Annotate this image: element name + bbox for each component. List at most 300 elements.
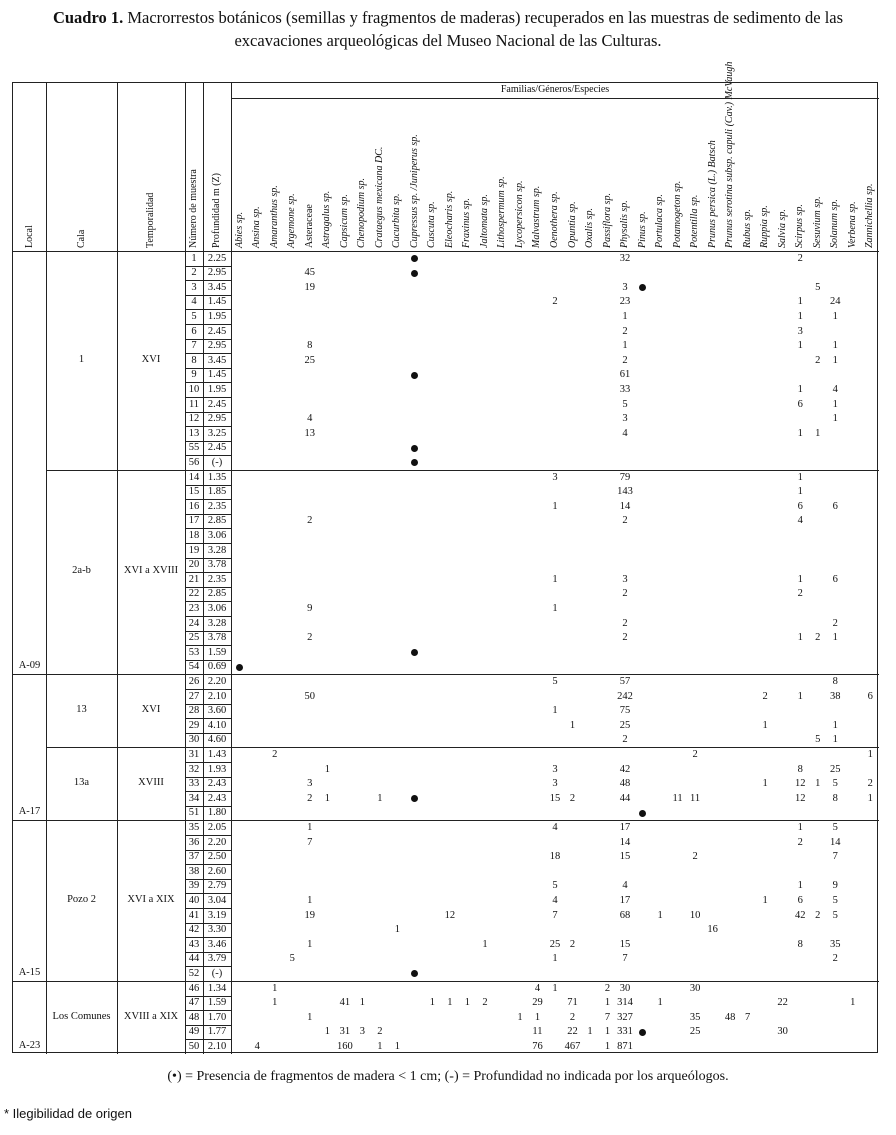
cala-label: 13a — [73, 776, 90, 788]
wood-fragment-dot — [639, 284, 646, 291]
sample-depth: 4.10 — [207, 719, 227, 731]
sample-number: 35 — [188, 821, 200, 833]
taxon-count: 2 — [552, 296, 558, 308]
taxon-count: 1 — [324, 1026, 330, 1038]
taxon-count: 1 — [657, 909, 663, 921]
taxon-count: 1 — [797, 383, 803, 395]
taxon-header: Potamogeton sp. — [671, 180, 683, 248]
taxon-count: 1 — [832, 632, 838, 644]
taxon-count: 2 — [307, 515, 313, 527]
taxon-count: 8 — [797, 938, 803, 950]
sample-depth: 3.46 — [207, 938, 227, 950]
taxon-count: 2 — [797, 836, 803, 848]
taxon-count: 1 — [832, 734, 838, 746]
taxon-header: Sesuvium sp. — [811, 196, 823, 248]
taxon-count: 25 — [304, 354, 316, 366]
cala-label: Los Comunes — [52, 1010, 111, 1022]
taxon-count: 5 — [815, 734, 821, 746]
sample-number: 42 — [188, 924, 200, 936]
taxon-count: 2 — [604, 982, 611, 994]
taxon-count: 1 — [394, 1040, 400, 1052]
taxon-count: 4 — [552, 894, 558, 906]
taxon-count: 5 — [832, 894, 838, 906]
taxon-count: 143 — [617, 486, 633, 498]
column-divider — [231, 83, 232, 1054]
taxon-count: 8 — [832, 675, 838, 687]
sample-depth: 2.35 — [207, 573, 227, 585]
taxon-count: 2 — [797, 588, 803, 600]
taxon-count: 6 — [832, 500, 838, 512]
taxon-count: 29 — [532, 997, 543, 1009]
sample-depth: 2.79 — [207, 880, 227, 892]
taxon-count: 32 — [619, 252, 631, 264]
sample-depth: 2.45 — [207, 398, 227, 410]
taxon-count: 1 — [604, 997, 611, 1009]
taxon-count: 45 — [304, 267, 316, 279]
taxon-count: 7 — [832, 851, 838, 863]
temporality-label: XVIII a XIX — [123, 1010, 179, 1022]
taxon-count: 14 — [829, 836, 841, 848]
header-local: Local — [23, 225, 35, 248]
taxon-count: 3 — [552, 471, 558, 483]
taxon-count: 1 — [324, 763, 330, 775]
taxon-count: 38 — [829, 690, 841, 702]
taxon-count: 2 — [762, 690, 768, 702]
taxon-count: 3 — [622, 413, 628, 425]
taxon-count: 5 — [832, 909, 838, 921]
taxon-count: 2 — [622, 354, 628, 366]
sample-depth: 2.20 — [207, 675, 227, 687]
taxon-count: 14 — [619, 836, 631, 848]
taxon-count: 1 — [797, 340, 803, 352]
taxon-count: 3 — [552, 778, 558, 790]
taxon-count: 467 — [564, 1040, 581, 1052]
cala-label: 13 — [76, 703, 87, 715]
taxon-count: 1 — [797, 632, 803, 644]
caption-text: Macrorrestos botánicos (semillas y fragmentos de maderas) recuperados en las muestras de sedimento de las excavaciones arqueológicas del Museo Nacional de las Culturas. — [127, 8, 844, 50]
taxon-header: Scirpus sp. — [794, 204, 806, 248]
wood-fragment-dot — [639, 810, 646, 817]
local-label: A-15 — [18, 967, 41, 978]
sample-depth: 1.59 — [207, 997, 227, 1009]
sample-depth: 2.35 — [207, 500, 227, 512]
taxon-count: 35 — [829, 938, 841, 950]
sample-number: 19 — [188, 544, 200, 556]
taxon-count: 17 — [619, 894, 631, 906]
taxon-count: 1 — [797, 427, 803, 439]
taxon-count: 4 — [622, 427, 628, 439]
taxon-count: 1 — [604, 1040, 611, 1052]
sample-depth: 3.25 — [207, 427, 227, 439]
temporality-label: XVIII — [138, 776, 164, 788]
taxon-count: 50 — [304, 690, 316, 702]
taxon-count: 1 — [850, 997, 856, 1009]
taxon-count: 1 — [307, 938, 313, 950]
taxon-count: 2 — [692, 851, 698, 863]
taxon-count: 1 — [867, 748, 873, 760]
taxon-header: Cucurbita sp. — [391, 193, 403, 248]
header-cala: Cala — [75, 229, 87, 248]
taxon-count: 11 — [690, 792, 701, 804]
taxon-header: Zannichellia sp. — [864, 183, 876, 248]
taxon-count: 2 — [867, 778, 873, 790]
sample-depth: 3.06 — [207, 602, 227, 614]
taxon-count: 160 — [336, 1040, 353, 1052]
temporality-label: XVI a XIX — [127, 893, 175, 905]
taxon-count: 1 — [832, 310, 838, 322]
taxon-count: 1 — [377, 792, 383, 804]
taxon-count: 2 — [569, 792, 576, 804]
taxon-count: 9 — [832, 880, 838, 892]
taxon-count: 5 — [552, 880, 558, 892]
taxon-count: 7 — [622, 953, 628, 965]
sample-depth: 3.19 — [207, 909, 227, 921]
sample-depth: 2.43 — [207, 792, 227, 804]
cala-rule — [46, 747, 879, 748]
sample-number: 2 — [191, 267, 197, 279]
taxon-header: Prunus persica (L.) Batsch — [706, 140, 718, 248]
sample-number: 40 — [188, 894, 200, 906]
sample-depth: 1.34 — [207, 982, 227, 994]
sample-depth: 2.05 — [207, 821, 227, 833]
sample-number: 54 — [188, 661, 200, 673]
taxon-count: 48 — [619, 778, 631, 790]
sample-depth: 4.60 — [207, 734, 227, 746]
sample-depth: 3.78 — [207, 559, 227, 571]
taxon-count: 1 — [832, 413, 838, 425]
taxon-count: 2 — [832, 617, 838, 629]
taxon-count: 30 — [619, 982, 631, 994]
sample-depth: 3.60 — [207, 705, 227, 717]
sample-number: 37 — [188, 851, 200, 863]
taxon-count: 16 — [707, 924, 718, 936]
sample-number: 29 — [188, 719, 200, 731]
wood-fragment-dot — [411, 649, 418, 656]
sample-depth: 2.43 — [207, 778, 227, 790]
taxon-header: Amaranthus sp. — [268, 185, 280, 248]
taxon-header: Salvia sp. — [776, 209, 788, 248]
taxon-count: 1 — [464, 997, 471, 1009]
sample-depth: 2.20 — [207, 836, 227, 848]
taxon-header: Fraxinus sp. — [461, 198, 473, 248]
taxon-count: 1 — [307, 1011, 313, 1023]
temporality-label: XVI — [141, 703, 161, 715]
sample-depth: 1.59 — [207, 646, 227, 658]
taxon-count: 1 — [552, 953, 558, 965]
sample-depth: 3.28 — [207, 617, 227, 629]
sample-depth: 3.78 — [207, 632, 227, 644]
taxon-count: 2 — [815, 354, 821, 366]
taxon-count: 5 — [832, 821, 838, 833]
taxon-count: 2 — [815, 909, 821, 921]
sample-depth: 3.30 — [207, 924, 227, 936]
taxon-count: 8 — [797, 763, 803, 775]
taxon-header: Lithospermum sp. — [496, 176, 508, 248]
taxon-count: 18 — [549, 851, 561, 863]
sample-depth: (-) — [211, 967, 223, 979]
taxon-count: 9 — [307, 602, 313, 614]
taxon-count: 12 — [444, 909, 456, 921]
taxon-count: 1 — [569, 719, 576, 731]
sample-number: 47 — [188, 997, 200, 1009]
sample-number: 52 — [188, 967, 200, 979]
sample-depth: 2.85 — [207, 588, 227, 600]
sample-depth: 1.45 — [207, 296, 227, 308]
sample-number: 39 — [188, 880, 200, 892]
sample-number: 14 — [188, 471, 200, 483]
sample-number: 6 — [191, 325, 197, 337]
sample-number: 8 — [191, 354, 197, 366]
taxon-count: 10 — [689, 909, 701, 921]
sample-depth: 3.45 — [207, 354, 227, 366]
sample-number: 55 — [188, 442, 200, 454]
sample-number: 7 — [191, 340, 197, 352]
local-rule — [13, 674, 879, 675]
taxon-count: 5 — [289, 953, 295, 965]
taxon-count: 871 — [617, 1040, 633, 1052]
taxon-count: 5 — [832, 778, 838, 790]
sample-number: 20 — [188, 559, 200, 571]
local-label: A-23 — [18, 1040, 41, 1051]
taxon-header: Crataegus mexicana DC. — [373, 146, 385, 248]
taxon-count: 1 — [517, 1011, 523, 1023]
taxon-count: 1 — [429, 997, 436, 1009]
taxon-header: Prunus serotina subsp. capuli (Cav.) McVaugh — [724, 61, 736, 248]
taxon-count: 13 — [304, 427, 316, 439]
sample-number: 23 — [188, 602, 200, 614]
sample-number: 24 — [188, 617, 200, 629]
taxon-count: 1 — [534, 1011, 541, 1023]
taxon-count: 1 — [815, 778, 821, 790]
taxon-count: 15 — [619, 938, 631, 950]
table-legend: (•) = Presencia de fragmentos de madera < 1 cm; (-) = Profundidad no indicada por los arqueólogos. — [167, 1069, 729, 1084]
sample-number: 21 — [188, 573, 200, 585]
sample-number: 46 — [188, 982, 200, 994]
sample-depth: 2.10 — [207, 690, 227, 702]
wood-fragment-dot — [236, 664, 243, 671]
taxon-count: 242 — [617, 690, 633, 702]
sample-number: 33 — [188, 778, 200, 790]
sample-number: 10 — [188, 383, 200, 395]
wood-fragment-dot — [411, 970, 418, 977]
taxon-count: 1 — [552, 602, 558, 614]
sample-number: 13 — [188, 427, 200, 439]
taxon-count: 1 — [552, 573, 558, 585]
taxon-count: 61 — [619, 369, 631, 381]
header-rule — [13, 251, 879, 252]
taxon-count: 1 — [832, 398, 838, 410]
sample-number: 5 — [191, 310, 197, 322]
taxon-count: 17 — [619, 821, 631, 833]
taxon-count: 48 — [724, 1011, 736, 1023]
header-profundidad: Profundidad m (Z) — [211, 173, 222, 248]
taxon-count: 1 — [797, 880, 803, 892]
taxon-header: Physalis sp. — [619, 200, 631, 248]
taxon-header: Cuscuta sp. — [426, 201, 438, 248]
taxon-count: 5 — [552, 675, 558, 687]
taxon-count: 31 — [339, 1026, 351, 1038]
taxon-count: 11 — [532, 1026, 543, 1038]
taxon-count: 4 — [552, 821, 558, 833]
sample-number: 12 — [188, 413, 200, 425]
taxon-count: 5 — [815, 281, 821, 293]
wood-fragment-dot — [411, 445, 418, 452]
taxon-count: 7 — [745, 1011, 751, 1023]
taxon-header: Abies sp. — [233, 211, 245, 248]
taxon-count: 2 — [692, 748, 698, 760]
taxon-count: 4 — [534, 982, 541, 994]
taxon-header: Verbena sp. — [846, 201, 858, 248]
wood-fragment-dot — [411, 795, 418, 802]
taxon-count: 331 — [617, 1026, 633, 1038]
taxon-header: Astragalus sp. — [321, 190, 333, 248]
taxon-count: 4 — [622, 880, 628, 892]
sample-number: 44 — [188, 953, 200, 965]
sample-depth: 3.04 — [207, 894, 227, 906]
taxon-count: 22 — [777, 997, 788, 1009]
sample-depth: 2.95 — [207, 413, 227, 425]
taxon-count: 44 — [619, 792, 631, 804]
taxon-count: 1 — [762, 719, 768, 731]
taxon-count: 79 — [619, 471, 631, 483]
sample-depth: 2.45 — [207, 442, 227, 454]
taxon-count: 2 — [622, 734, 628, 746]
taxon-count: 1 — [272, 997, 278, 1009]
wood-fragment-dot — [411, 270, 418, 277]
data-table — [12, 61, 878, 1053]
taxon-count: 2 — [307, 632, 313, 644]
sample-depth: 1.70 — [207, 1011, 227, 1023]
taxon-count: 1 — [797, 471, 803, 483]
taxon-count: 2 — [482, 997, 488, 1009]
sample-depth: 1.77 — [207, 1026, 227, 1038]
taxon-count: 314 — [617, 997, 633, 1009]
wood-fragment-dot — [411, 372, 418, 379]
taxon-count: 1 — [797, 310, 803, 322]
taxon-count: 1 — [797, 690, 803, 702]
temporality-label: XVI a XVIII — [123, 565, 179, 577]
taxon-count: 75 — [619, 705, 631, 717]
wood-fragment-dot — [411, 459, 418, 466]
taxon-count: 41 — [339, 997, 351, 1009]
taxon-count: 25 — [829, 763, 841, 775]
taxon-count: 1 — [482, 938, 488, 950]
taxon-header: Lycopersicon sp. — [513, 180, 525, 248]
sample-depth: 3.79 — [207, 953, 227, 965]
taxon-count: 1 — [307, 821, 313, 833]
sample-number: 17 — [188, 515, 200, 527]
taxon-count: 1 — [552, 982, 558, 994]
taxon-count: 1 — [359, 997, 365, 1009]
sample-number: 30 — [188, 734, 200, 746]
taxon-count: 2 — [832, 953, 838, 965]
sample-depth: 3.06 — [207, 529, 227, 541]
taxon-count: 2 — [622, 588, 628, 600]
sample-number: 34 — [188, 792, 200, 804]
taxon-count: 2 — [797, 252, 803, 264]
taxon-count: 7 — [307, 836, 313, 848]
family-header-rule — [231, 98, 879, 99]
sample-number: 51 — [188, 807, 200, 819]
taxon-count: 7 — [604, 1011, 611, 1023]
taxon-count: 25 — [549, 938, 561, 950]
local-rule — [13, 820, 879, 821]
sample-depth: 2.85 — [207, 515, 227, 527]
taxon-header: Portulaca sp. — [654, 194, 666, 248]
taxon-count: 14 — [619, 500, 631, 512]
taxon-count: 1 — [867, 792, 873, 804]
taxon-header: Oxalis sp. — [584, 208, 596, 248]
taxon-count: 1 — [797, 573, 803, 585]
taxon-header: Passiflora sp. — [601, 192, 613, 248]
taxon-count: 1 — [552, 705, 558, 717]
sample-depth: 3.45 — [207, 281, 227, 293]
taxon-count: 15 — [549, 792, 561, 804]
taxon-count: 1 — [832, 354, 838, 366]
taxon-count: 2 — [569, 938, 576, 950]
sample-depth: 1.95 — [207, 310, 227, 322]
sample-depth: 2.45 — [207, 325, 227, 337]
taxon-count: 30 — [777, 1026, 788, 1038]
sample-number: 18 — [188, 529, 200, 541]
taxon-count: 1 — [394, 924, 400, 936]
sample-number: 15 — [188, 486, 200, 498]
taxon-count: 12 — [794, 778, 806, 790]
sample-number: 1 — [191, 252, 197, 264]
taxon-count: 4 — [797, 515, 803, 527]
sample-number: 4 — [191, 296, 197, 308]
taxon-count: 3 — [622, 281, 628, 293]
local-label: A-09 — [18, 660, 41, 672]
table-caption — [40, 6, 856, 52]
taxon-count: 3 — [359, 1026, 365, 1038]
taxon-header: Chenopodium sp. — [356, 178, 368, 248]
sample-depth: 1.85 — [207, 486, 227, 498]
taxon-count: 3 — [622, 573, 628, 585]
taxon-count: 6 — [797, 398, 803, 410]
taxon-count: 1 — [324, 792, 330, 804]
taxon-header: Rubus sp. — [741, 209, 753, 248]
taxon-count: 8 — [832, 792, 838, 804]
taxon-count: 2 — [815, 632, 821, 644]
taxon-count: 23 — [619, 296, 631, 308]
taxon-count: 1 — [587, 1026, 593, 1038]
taxon-count: 11 — [672, 792, 683, 804]
sample-depth: 2.10 — [207, 1040, 227, 1052]
taxon-count: 15 — [619, 851, 631, 863]
sample-depth: 1.80 — [207, 807, 227, 819]
taxon-count: 19 — [304, 281, 316, 293]
taxon-count: 2 — [622, 617, 628, 629]
sample-number: 16 — [188, 500, 200, 512]
taxon-count: 2 — [307, 792, 313, 804]
cala-rule — [46, 470, 879, 471]
taxon-count: 1 — [622, 340, 628, 352]
taxon-header: Potentilla sp. — [689, 194, 701, 248]
taxon-count: 2 — [622, 632, 628, 644]
header-temporalidad: Temporalidad — [145, 192, 156, 248]
sample-number: 22 — [188, 588, 200, 600]
sample-number: 28 — [188, 705, 200, 717]
taxon-count: 1 — [797, 486, 803, 498]
taxon-header: Oenothera sp. — [549, 191, 560, 248]
taxon-count: 1 — [815, 427, 821, 439]
taxon-count: 6 — [832, 573, 838, 585]
taxon-count: 22 — [567, 1026, 578, 1038]
sample-depth: 0.69 — [207, 661, 227, 673]
taxon-count: 1 — [447, 997, 453, 1009]
taxon-count: 1 — [797, 296, 803, 308]
